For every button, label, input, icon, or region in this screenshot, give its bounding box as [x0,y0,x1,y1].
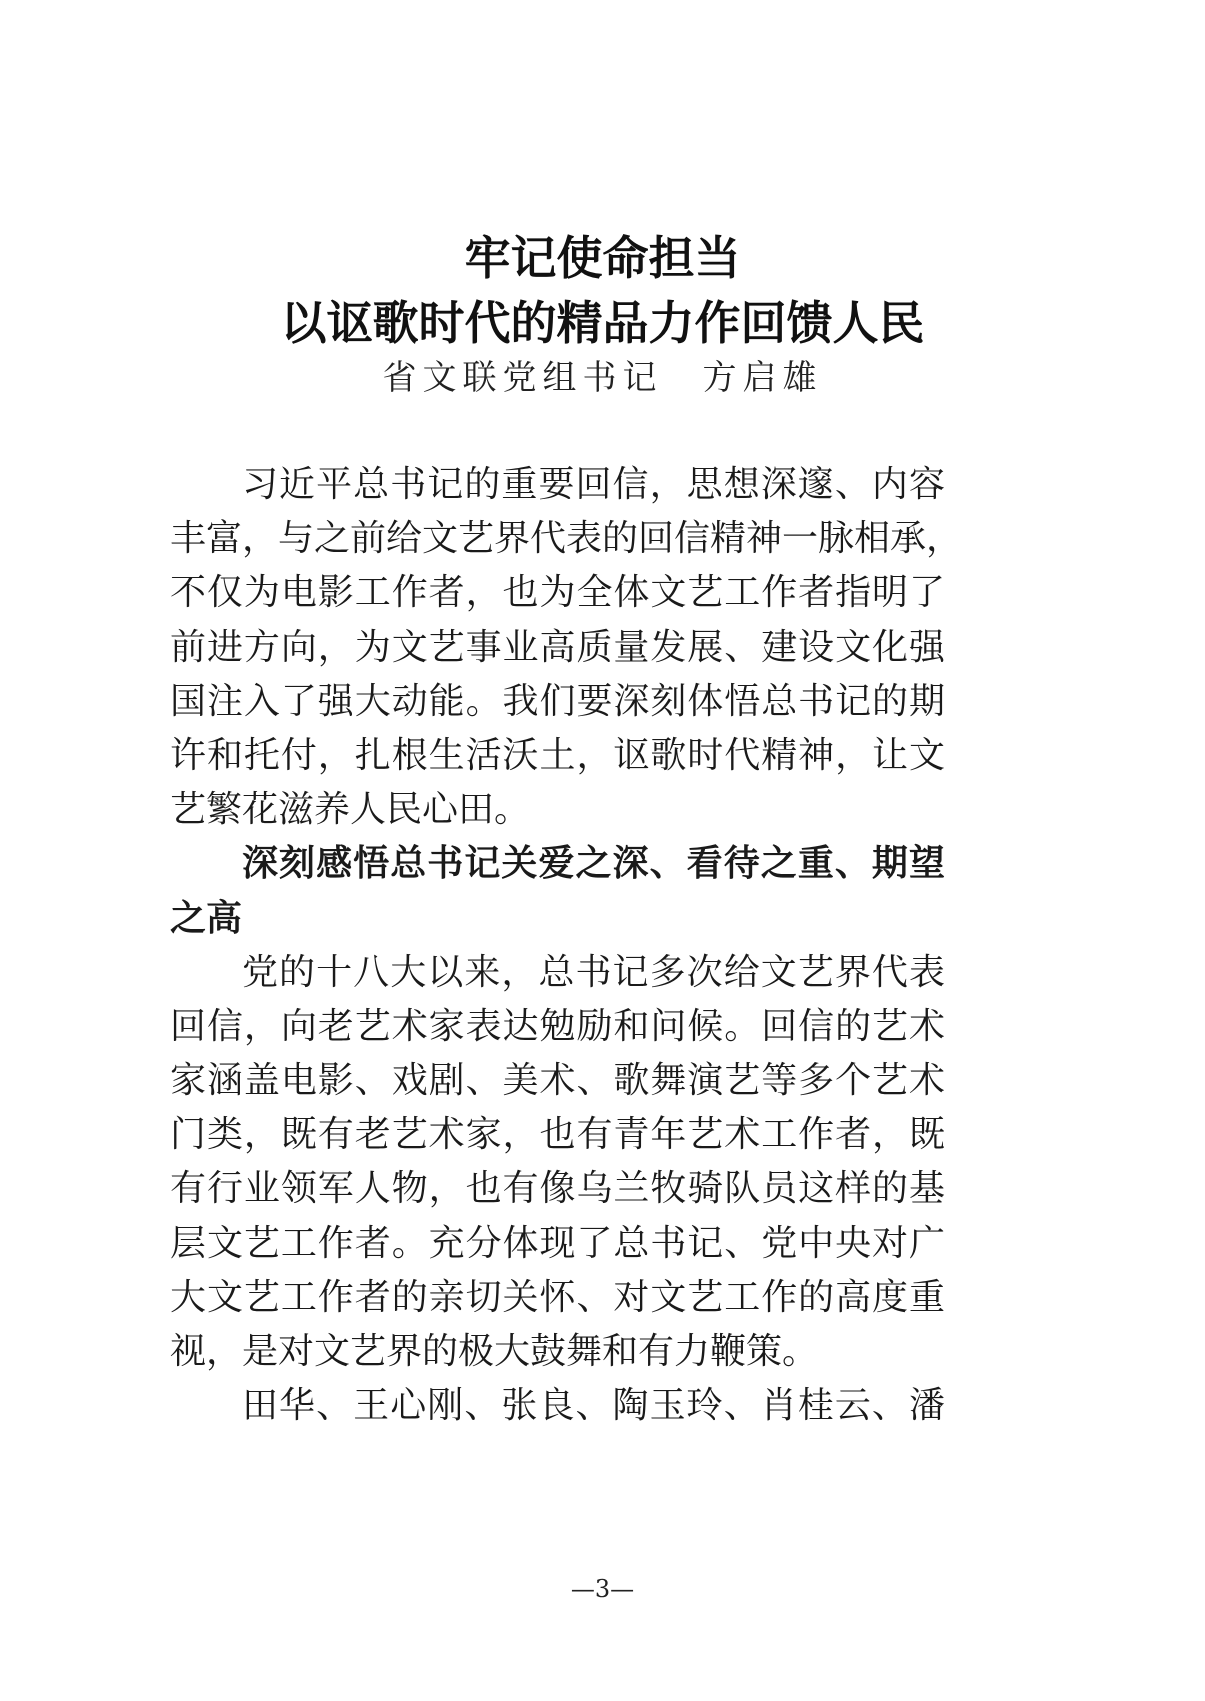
byline [0,350,1205,399]
text-line: 不仅为电影工作者，也为全体文艺工作者指明了 [170,572,945,614]
byline-name: 方启雄 [702,358,823,398]
text-line: 视，是对文艺界的极大鼓舞和有力鞭策。 [170,1331,819,1372]
text-line: 田华、王心刚、张良、陶玉玲、肖桂云、潘 [242,1385,945,1427]
section-heading: 之高 [170,897,243,939]
title-line-2: 以讴歌时代的精品力作回馈人民 [280,296,925,350]
page-number: —3— [570,1575,635,1603]
article-body [170,458,963,1433]
section-heading: 深刻感悟总书记关爱之深、看待之重、期望 [242,843,945,885]
text-line: 许和托付，扎根生活沃土，讴歌时代精神，让文 [170,734,945,776]
text-line: 丰富，与之前给文艺界代表的回信精神一脉相承， [170,518,963,560]
text-line: 有行业领军人物，也有像乌兰牧骑队员这样的基 [170,1168,945,1210]
text-line: 习近平总书记的重要回信，思想深邃、内容 [242,464,945,505]
text-line: 党的十八大以来，总书记多次给文艺界代表 [242,951,945,993]
text-line: 层文艺工作者。充分体现了总书记、党中央对广 [170,1222,945,1264]
text-line: 前进方向，为文艺事业高质量发展、建设文化强 [170,626,945,668]
text-line: 艺繁花滋养人民心田。 [170,789,531,831]
title-line-1: 牢记使命担当 [464,231,741,285]
text-line: 大文艺工作者的亲切关怀、对文艺工作的高度重 [170,1276,945,1318]
byline-role: 省文联党组书记 [382,358,663,398]
text-line: 门类，既有老艺术家，也有青年艺术工作者，既 [170,1114,945,1156]
text-line: 回信，向老艺术家表达勉励和问候。回信的艺术 [170,1005,945,1047]
text-line: 家涵盖电影、戏剧、美术、歌舞演艺等多个艺术 [170,1060,945,1102]
text-line: 国注入了强大动能。我们要深刻体悟总书记的期 [170,680,945,722]
